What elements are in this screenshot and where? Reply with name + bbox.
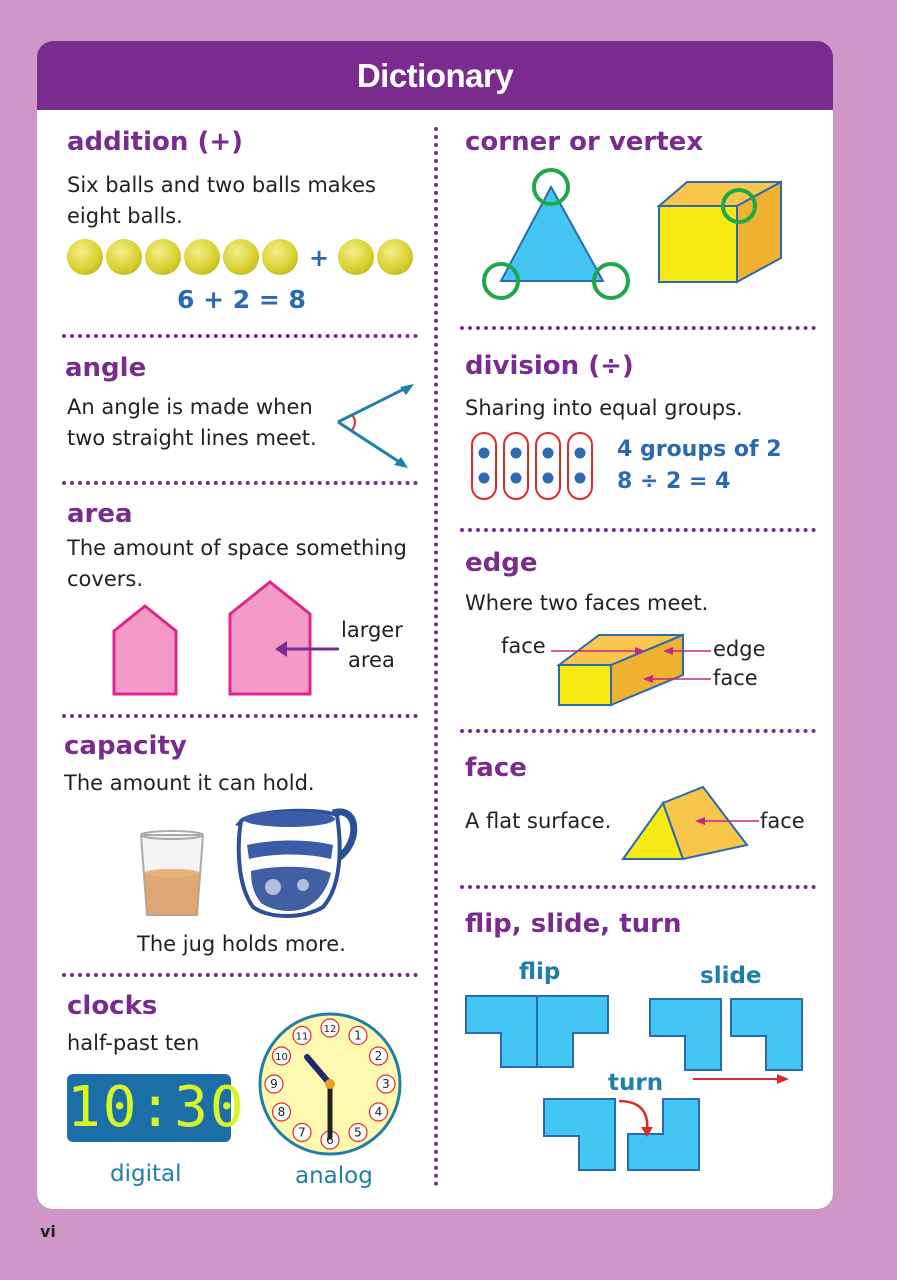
glass-image — [135, 829, 209, 921]
digital-clock-display: 10:30 — [67, 1075, 246, 1140]
digital-label: digital — [110, 1161, 182, 1187]
page-number: vi — [40, 1222, 56, 1241]
addition-text-2: eight balls. — [67, 204, 183, 228]
edge-text: Where two faces meet. — [465, 591, 709, 615]
addition-equation: 6 + 2 = 8 — [177, 285, 306, 314]
arrow-left-icon — [273, 637, 341, 661]
clock-number: 7 — [298, 1125, 306, 1140]
addition-text-1: Six balls and two balls makes — [67, 173, 376, 197]
clock-number: 9 — [270, 1077, 278, 1091]
divider — [460, 885, 816, 889]
corner-heading: corner or vertex — [465, 127, 704, 157]
capacity-heading: capacity — [64, 731, 187, 761]
edge-heading: edge — [465, 548, 538, 578]
slide-label: slide — [700, 963, 762, 989]
arrow-right-icon — [691, 1071, 791, 1087]
angle-diagram — [330, 379, 420, 474]
clock-number: 5 — [354, 1125, 362, 1140]
clock-number: 11 — [295, 1031, 309, 1043]
clocks-text: half-past ten — [67, 1031, 200, 1055]
area-text-1: The amount of space something — [67, 536, 407, 560]
clock-number: 1 — [354, 1028, 362, 1043]
division-text: Sharing into equal groups. — [465, 396, 743, 420]
cube-vertex-diagram — [657, 178, 787, 288]
angle-text-1: An angle is made when — [67, 395, 313, 419]
angle-heading: angle — [65, 353, 147, 383]
area-label-2: area — [348, 648, 395, 672]
turn-label: turn — [608, 1070, 664, 1096]
division-heading: division (÷) — [465, 351, 634, 381]
divider — [62, 973, 418, 977]
tennis-ball-icon — [223, 239, 259, 275]
plus-sign: + — [309, 244, 330, 272]
capacity-text: The amount it can hold. — [64, 771, 315, 795]
clock-number: 8 — [277, 1105, 286, 1119]
clock-number: 3 — [382, 1077, 390, 1091]
analog-label: analog — [295, 1163, 373, 1189]
clock-number: 6 — [326, 1133, 334, 1147]
tennis-ball-icon — [184, 239, 220, 275]
triangle-vertex-diagram — [473, 167, 633, 303]
area-text-2: covers. — [67, 567, 143, 591]
tennis-ball-icon — [338, 239, 374, 275]
analog-clock — [257, 1011, 403, 1157]
turn-shape-original — [543, 1098, 617, 1172]
tennis-ball-icon — [262, 239, 298, 275]
prism-face-diagram — [621, 783, 761, 863]
division-groups-diagram — [470, 431, 598, 501]
flip-shapes — [465, 995, 611, 1069]
divider — [62, 714, 418, 718]
flip-label: flip — [519, 959, 561, 985]
page-title: Dictionary — [37, 41, 833, 110]
clock-number: 2 — [374, 1049, 383, 1063]
edge-label-edge: edge — [713, 637, 766, 661]
face-heading: face — [465, 753, 527, 783]
transform-heading: flip, slide, turn — [465, 909, 682, 939]
angle-text-2: two straight lines meet. — [67, 426, 317, 450]
divider — [460, 729, 816, 733]
clock-number: 12 — [323, 1024, 337, 1035]
slide-shapes — [649, 998, 805, 1072]
area-heading: area — [67, 499, 133, 529]
division-result-1: 4 groups of 2 — [617, 437, 782, 462]
addition-heading: addition (+) — [67, 127, 243, 157]
clock-number: 4 — [374, 1105, 383, 1119]
clocks-heading: clocks — [67, 991, 158, 1021]
tennis-ball-icon — [145, 239, 181, 275]
divider — [62, 481, 418, 485]
face-label: face — [760, 809, 805, 833]
divider — [62, 334, 418, 338]
jug-image — [233, 795, 359, 921]
edge-label-face-left: face — [501, 634, 546, 658]
small-pentagon-shape — [111, 603, 181, 697]
tennis-ball-icon — [67, 239, 103, 275]
division-result-2: 8 ÷ 2 = 4 — [617, 469, 731, 494]
column-divider — [434, 127, 438, 1187]
clock-number: 10 — [275, 1052, 288, 1063]
edge-label-face-right: face — [713, 666, 758, 690]
capacity-caption: The jug holds more. — [137, 932, 346, 956]
divider — [460, 528, 816, 532]
area-label-1: larger — [341, 618, 403, 642]
tennis-ball-icon — [106, 239, 142, 275]
divider — [460, 326, 816, 330]
tennis-ball-icon — [377, 239, 413, 275]
turn-arrow-icon — [617, 1097, 657, 1139]
dictionary-card — [37, 41, 833, 1209]
face-text: A flat surface. — [465, 809, 612, 833]
